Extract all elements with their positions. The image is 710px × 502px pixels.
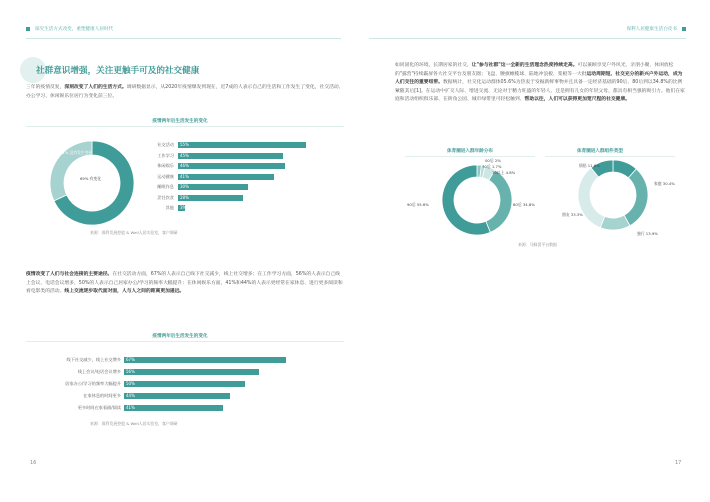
- bars1-bar-5: [178, 195, 243, 201]
- bars1-bar-0: [178, 142, 306, 148]
- bars2-value-0: 67%: [126, 357, 135, 362]
- bars2-value-1: 56%: [126, 369, 135, 374]
- bars1-value-4: 30%: [180, 184, 189, 189]
- bars2-label-3: 在家休息的时间更多: [83, 393, 121, 398]
- bars1-value-2: 46%: [180, 163, 189, 168]
- chart1-title: 疫情两年后生活发生的变化: [152, 119, 208, 124]
- chart4-title: 体育圈进入群组件类型: [577, 149, 623, 154]
- chart4-title-underline: [545, 156, 675, 157]
- donut3-label-0: 00后 2%: [485, 158, 501, 163]
- donut4-label-2: 独行 13.9%: [637, 231, 658, 236]
- chart2-title-underline: [26, 341, 344, 342]
- bars2-bar-0: [124, 357, 286, 363]
- chart3-title-underline: [405, 156, 535, 157]
- bars1-value-6: 3%: [180, 205, 187, 210]
- page-number-right: 17: [675, 460, 682, 466]
- chart1-source: 来源：保利发展控股 & Well人居实验室，客户调研: [90, 230, 178, 235]
- right-chart-source: 来源：马蜂窝平台数据: [518, 242, 557, 247]
- bars2-bar-4: [124, 405, 223, 411]
- body-text-emphasis: 线上交流逐步取代面对面，人与人之间的距离更加遥远。: [64, 289, 185, 295]
- section-title-text: 社群意识增强，关注更触手可及的社交健康: [36, 66, 200, 76]
- donut4-slice-3: [578, 168, 605, 228]
- body-paragraph: [26, 271, 344, 297]
- donut1-label-1: 31% 没有发生变化: [60, 150, 93, 155]
- header-divider: [369, 38, 686, 39]
- intro-text-bold: 深刻改变了人们的生活方式。: [64, 85, 127, 90]
- bars1-label-4: 睡眠作息: [157, 184, 174, 189]
- bars1-bar-6: [178, 205, 185, 211]
- bars2-value-3: 44%: [126, 393, 135, 398]
- right-text-bold-3: 帮助以往，人们可以获得更加宽尺程的社交健康。: [524, 97, 631, 103]
- left-header: [26, 26, 113, 32]
- right-text-bold-2: 运动周期短、社交充分的新兴户外运动，成为人们交往的重要纽带。: [395, 71, 683, 86]
- bars1-label-6: 其他: [165, 205, 174, 210]
- bars1-value-1: 45%: [180, 152, 189, 158]
- chart1-title-underline: [26, 126, 344, 127]
- right-paragraph: [395, 62, 685, 105]
- donut3-label-1: 70后 1.7%: [482, 164, 502, 169]
- bars2-label-0: 线下社交减少，线上社交增多: [66, 357, 121, 362]
- header-square-icon: [26, 27, 30, 31]
- bars2-label-4: 更多时间在家看剧/阅读: [77, 405, 121, 410]
- bars1-bar-3: [178, 174, 274, 180]
- right-page: [355, 0, 710, 502]
- bars1-bar-1: [178, 153, 283, 159]
- left-header-text: 探究生活方式改变，重塑健康人居时代: [35, 27, 114, 32]
- right-header-text: 保利人居健康生活白皮书: [626, 27, 677, 32]
- donut3-label-2: 70以上 4.8%: [492, 170, 516, 175]
- page-number-left: 16: [30, 460, 37, 466]
- body-text-bold: 疫情改变了人们与社会连接的主要途径。: [26, 272, 113, 277]
- chart2-title: 疫情两年后生活发生的变化: [152, 334, 208, 339]
- chart3-title: 体育圈进入群年龄分布: [447, 149, 493, 154]
- intro-text-a: 三年的疫情反复，: [26, 85, 65, 90]
- right-text-bold: 让"参与社群"这一全新的生活理念热度持续走高。: [471, 63, 578, 68]
- donut4-label-0: 情侣 11.6%: [579, 163, 600, 168]
- intro-paragraph: [26, 84, 344, 101]
- donut3-label-3: 80后 34.8%: [513, 202, 535, 207]
- donut1-label-0: 69% 有变化: [80, 176, 102, 181]
- bars2-bar-2: [124, 381, 245, 387]
- header-divider: [26, 38, 341, 39]
- header-square-icon: [682, 27, 686, 31]
- intro-text-c: 调研数据显示，从2020年疫情爆发到现在，近7成的人表示自己的生活和工作发生了变化，社交活动、办公学习、休闲娱乐位居行为变化前三位。: [26, 85, 344, 99]
- bars1-label-2: 休闲娱乐: [157, 163, 174, 168]
- donut4-label-3: 朋友 33.3%: [562, 212, 583, 217]
- bars2-value-2: 50%: [126, 381, 135, 386]
- donut3-label-4: 90后 55.6%: [407, 202, 429, 207]
- chart4-donut: [578, 160, 648, 230]
- bars1-bar-4: [178, 184, 248, 190]
- right-text-a: 如同固化的环境，长期居家的社交，: [395, 63, 472, 68]
- body-text: 在社交活动方面，67%的人表示自己线下社交减少，线上社交增多；在工作学习方面，56%的人表示自己线上会议、电话会议增多，50%的人表示自己居家办公/学习的频率大幅提升；在休闲娱乐方面，41%和44%的人表示更经常在家休息、进行更多阅读和看电影类的活动。: [26, 272, 343, 295]
- bars2-label-2: 居家办公/学习的频率大幅提升: [65, 381, 121, 386]
- bars1-value-0: 55%: [180, 142, 189, 147]
- right-header: [626, 26, 686, 32]
- bars1-label-0: 社交活动: [157, 142, 174, 147]
- bars1-value-3: 41%: [180, 173, 189, 179]
- donut3-slice-3: [486, 170, 512, 232]
- bars2-label-1: 线上会议/电话会议增多: [77, 369, 121, 374]
- bars2-bar-1: [124, 369, 259, 375]
- donut4-slice-2: [600, 215, 630, 230]
- bars1-bar-2: [178, 163, 285, 169]
- donut4-label-1: 家庭 30.4%: [654, 181, 675, 186]
- bars2-value-4: 41%: [126, 405, 135, 410]
- bars1-label-3: 运动健康: [157, 173, 174, 179]
- right-text-c: 可以兼顾享受户外风光、亲朋小聚、休闲放松的"露营"持续霸屏各大社交平台及朋友圈；飞盘、腰旗橄榄球、陆地冲浪板、桨板等一大批: [395, 63, 674, 77]
- bars1-label-5: 烹饪饮食: [157, 194, 174, 200]
- bars1-value-5: 28%: [180, 194, 189, 200]
- right-text-e: 数据统计，社交化运动群体05.6%为热衷于发掘新鲜事物并且具备一定经济基础的90后、80后到以34.8%的比例紧随其后: [395, 80, 683, 94]
- bars1-label-1: 工作学习: [157, 152, 174, 158]
- bars2-bar-3: [124, 393, 230, 399]
- chart2-source: 来源：保利发展控股 & Well人居实验室，客户调研: [90, 421, 178, 426]
- right-text-f: [1]。在运动中扩交人际、增进交流、无论对于精力旺盛的年轻人、还是拥有儿女的年轻父母，都具有相当强的吸引力。他们在家庭和活动组织俱乐部、在街角公园、城市绿带里可轻松触到、: [395, 88, 685, 103]
